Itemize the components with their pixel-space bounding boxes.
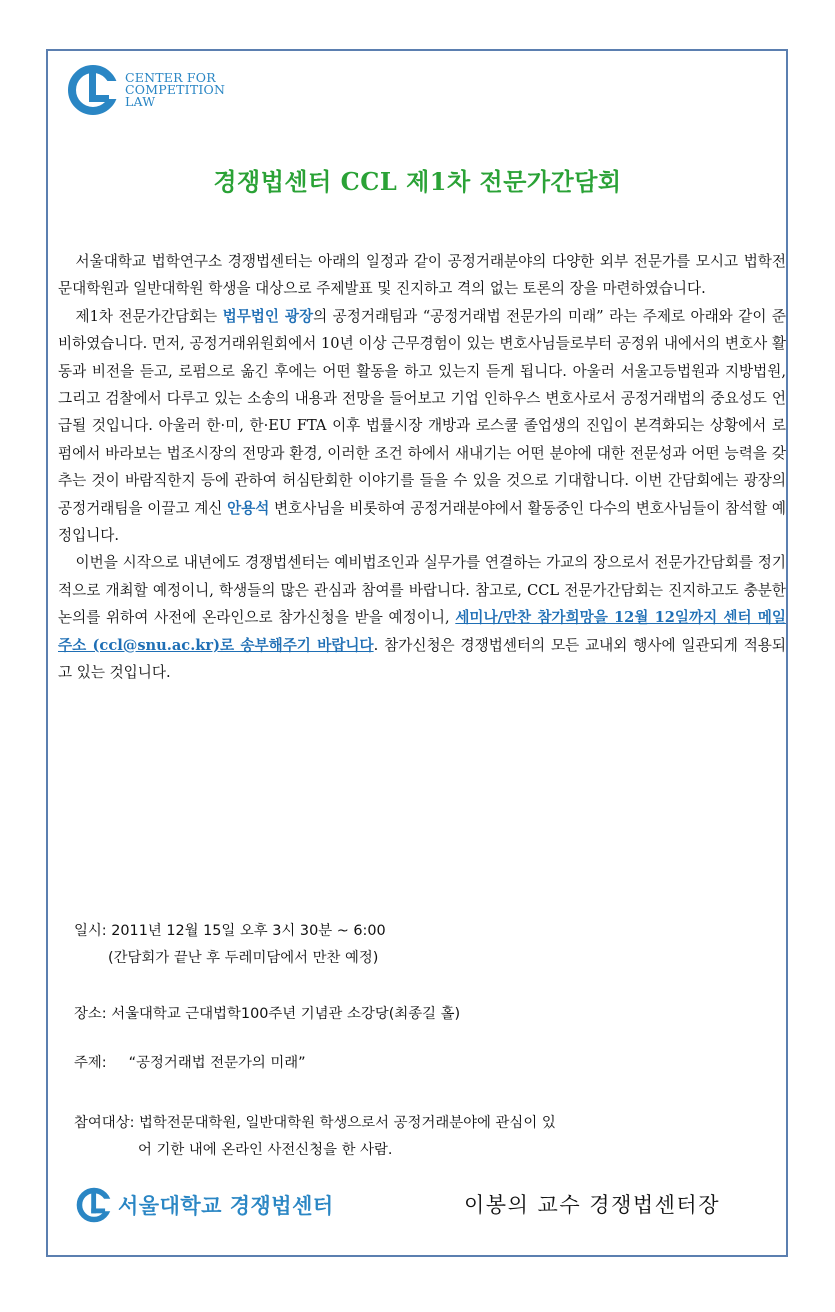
paragraph-registration bbox=[58, 549, 786, 686]
document-title: 경쟁법센터 CCL 제1차 전문가간담회 bbox=[213, 167, 622, 196]
ccl-logo-text bbox=[125, 72, 225, 108]
paragraph-program bbox=[58, 303, 786, 550]
paragraph-registration-part2: . 참가신청은 경쟁법센터의 모든 교내외 행사에 일관되게 적용되고 있는 것입니다. bbox=[58, 636, 787, 682]
ccl-logo-icon bbox=[67, 64, 119, 116]
event-topic bbox=[74, 1051, 306, 1072]
law-firm-name: 법무법인 광장 bbox=[222, 307, 314, 325]
registration-notice: 세미나/만찬 참가희망을 12월 12일까지 센터 메일주소 (ccl@snu.ac.kr)로 송부해주기 바랍니다 bbox=[58, 609, 786, 654]
paragraph-registration-part1: 이번을 시작으로 내년에도 경쟁법센터는 예비법조인과 실무가를 연결하는 가교의 장으로서 전문가간담회를 정기적으로 개최할 예정이니, 학생들의 많은 관심과 참여를 바랍니다. 참고로, CCL 전문가간담회는 진지하고도 충분한 논의를 위하여 사전에 온라인으로 참가신청을 받을 예정이니, bbox=[58, 554, 786, 627]
event-venue: 장소: 서울대학교 근대법학100주년 기념관 소강당(최종길 홀) bbox=[74, 1006, 461, 1022]
paragraph-program-part2: 의 공정거래팀과 “공정거래법 전문가의 미래” 라는 주제로 아래와 같이 준비하였습니다. 먼저, 공정거래위원회에서 10년 이상 근무경험이 있는 변호사님들로부터 공정위 내에서의 변호사 활동과 비전을 듣고, 로펌으로 옮긴 후에는 어떤 활동을 하고 있는지 듣게 됩니다. 아울러 서울고등법원과 지방법원, 그리고 검찰에서 다루고 있는 소송의 내용과 전망을 들어보고 기업 인하우스 변호사로서 공정거래법의 중요성도 언급될 것입니다. 아울러 한·미, 한·EU FTA 이후 법률시장 개방과 로스쿨 졸업생의 진입이 본격화되는 상황에서 로펌에서 바라보는 법조시장의 전망과 환경, 이러한 조건 하에서 새내기는 어떤 분야에 대한 전문성과 어떤 능력을 갖추는 것이 바람직한지 등에 관하여 허심탄회한 이야기를 들을 수 있을 것으로 기대합니다. 이번 간담회에는 광장의 공정거래팀을 이끌고 계신 bbox=[58, 307, 786, 517]
ccl-footer-logo-icon bbox=[76, 1187, 112, 1223]
ccl-logo bbox=[67, 64, 225, 116]
center-name: 서울대학교 경쟁법센터 bbox=[118, 1194, 334, 1218]
event-datetime: 일시: 2011년 12월 15일 오후 3시 30분 ~ 6:00 bbox=[74, 923, 386, 939]
audience-line-1: 참여대상: 법학전문대학원, 일반대학원 학생으로서 공정거래분야에 관심이 있 bbox=[74, 1115, 556, 1131]
logo-line-3: LAW bbox=[125, 94, 156, 109]
topic-label: 주제: bbox=[74, 1055, 107, 1071]
paragraph-program-part1: 제1차 전문가간담회는 bbox=[75, 307, 223, 325]
dinner-note: (간담회가 끝난 후 두레미담에서 만찬 예정) bbox=[108, 950, 379, 966]
audience-line-2: 어 기한 내에 온라인 사전신청을 한 사람. bbox=[138, 1142, 393, 1158]
lawyer-name: 안용석 bbox=[227, 499, 270, 517]
logo-line-2: COMPETITION bbox=[125, 82, 226, 97]
paragraph-program-part3: 변호사님을 비롯하여 공정거래분야에서 활동중인 다수의 변호사님들이 참석할 예정입니다. bbox=[58, 499, 786, 545]
topic-value: “공정거래법 전문가의 미래” bbox=[128, 1055, 306, 1071]
signature: 이봉의 교수 경쟁법센터장 bbox=[464, 1193, 720, 1217]
paragraph-intro: 서울대학교 법학연구소 경쟁법센터는 아래의 일정과 같이 공정거래분야의 다양한 외부 전문가를 모시고 법학전문대학원과 일반대학원 학생을 대상으로 주제발표 및 진지하고 격의 없는 토론의 장을 마련하였습니다. bbox=[58, 253, 786, 298]
body-text bbox=[58, 248, 786, 687]
logo-line-1: CENTER FOR bbox=[125, 70, 216, 85]
footer-logo bbox=[76, 1187, 334, 1223]
